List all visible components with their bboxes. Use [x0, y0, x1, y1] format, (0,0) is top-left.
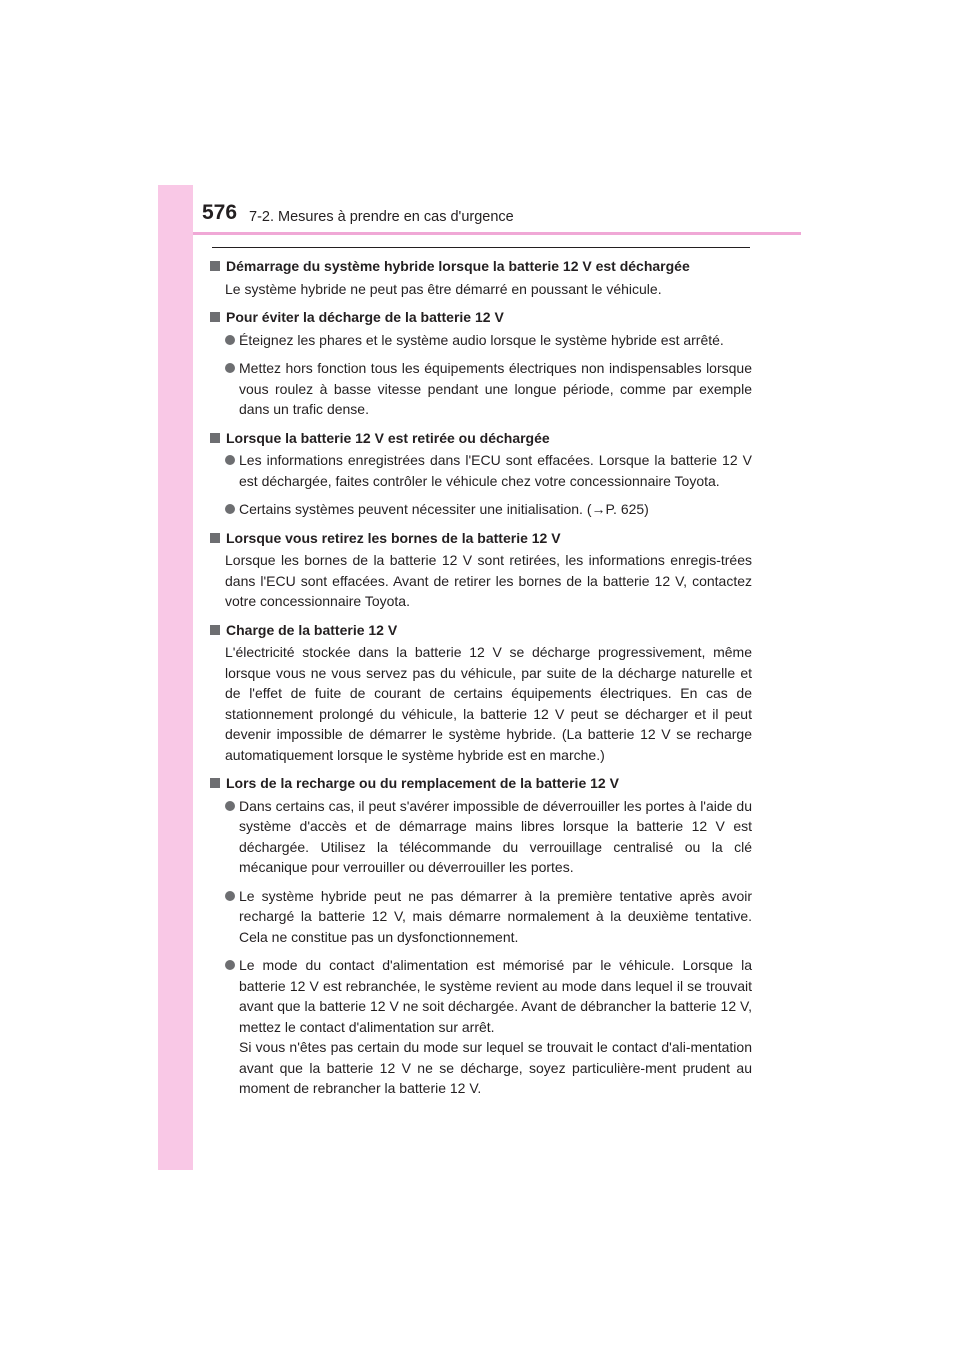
- section-recharge-replace: [210, 773, 752, 1099]
- list-item: Les informations enregistrées dans l'ECU sont effacées. Lorsque la batterie 12 V est déchargée, faites contrôler le véhicule chez votre concessionnaire Toyota.: [210, 450, 752, 491]
- square-bullet-icon: [210, 433, 220, 443]
- chapter-title: 7-2. Mesures à prendre en cas d'urgence: [249, 209, 514, 225]
- round-bullet-icon: [225, 363, 235, 373]
- section-battery-removed: [210, 428, 752, 520]
- square-bullet-icon: [210, 625, 220, 635]
- header-accent-line: [193, 232, 801, 235]
- list-item-continuation: Si vous n'êtes pas certain du mode sur lequel se trouvait le contact d'ali-mentation avant que la batterie 12 V ne se décharge, soyez particulière-ment prudent au moment de rebrancher la batterie 12 V.: [239, 1039, 752, 1096]
- round-bullet-icon: [225, 455, 235, 465]
- section-avoid-discharge: [210, 307, 752, 420]
- list-item: Le système hybride peut ne pas démarrer à la première tentative après avoir rechargé la batterie 12 V, mais démarre normalement à la deuxième tentative. Cela ne constitue pas un dysfonctionnement.: [210, 886, 752, 948]
- square-bullet-icon: [210, 533, 220, 543]
- section-paragraph: Lorsque les bornes de la batterie 12 V sont retirées, les informations enregis-trées dans l'ECU sont effacées. Avant de retirer les bornes de la batterie 12 V, contactez votre concessionnaire Toyota.: [225, 552, 752, 609]
- list-item: Éteignez les phares et le système audio lorsque le système hybride est arrêté.: [210, 330, 752, 351]
- square-bullet-icon: [210, 778, 220, 788]
- section-heading: Démarrage du système hybride lorsque la batterie 12 V est déchargée: [210, 256, 752, 277]
- section-divider: [212, 247, 750, 248]
- section-start-hybrid: [210, 256, 752, 299]
- round-bullet-icon: [225, 891, 235, 901]
- list-item: Certains systèmes peuvent nécessiter une initialisation. (→P. 625): [210, 499, 752, 520]
- chapter-side-band: [158, 185, 193, 1170]
- section-heading: Lors de la recharge ou du remplacement de la batterie 12 V: [210, 773, 752, 794]
- section-paragraph: Le système hybride ne peut pas être démarré en poussant le véhicule.: [225, 280, 662, 297]
- square-bullet-icon: [210, 261, 220, 271]
- list-item: Le mode du contact d'alimentation est mémorisé par le véhicule. Lorsque la batterie 12 V est rebranchée, le système revient au mode dans lequel il se trouvait avant que la batterie 12 V ne soit déchargée. Avant de débrancher la batterie 12 V, mettez le contact d'alimentation sur arrêt.: [210, 955, 752, 1037]
- list-item: Mettez hors fonction tous les équipements électriques non indispensables lorsque vous roulez à basse vitesse pendant une longue période, comme par exemple dans un trafic dense.: [210, 358, 752, 420]
- square-bullet-icon: [210, 312, 220, 322]
- round-bullet-icon: [225, 960, 235, 970]
- section-heading: Charge de la batterie 12 V: [210, 620, 752, 641]
- section-heading: Pour éviter la décharge de la batterie 12 V: [210, 307, 752, 328]
- section-heading: Lorsque vous retirez les bornes de la batterie 12 V: [210, 528, 752, 549]
- round-bullet-icon: [225, 504, 235, 514]
- section-heading: Lorsque la batterie 12 V est retirée ou déchargée: [210, 428, 752, 449]
- page-content: [210, 256, 752, 1107]
- section-paragraph: L'électricité stockée dans la batterie 12 V se décharge progressivement, même lorsque vous ne vous servez pas du véhicule, par suite de la décharge naturelle et de l'effet de fuite de courant de certains équipements électriques. En cas de stationnement prolongé du véhicule, la batterie 12 V peut se décharger et il peut devenir impossible de démarrer le système hybride. (La batterie 12 V se recharge automatiquement lorsque le système hybride est en marche.): [225, 644, 752, 763]
- list-item: Dans certains cas, il peut s'avérer impossible de déverrouiller les portes à l'aide du système d'accès et de démarrage mains libres lorsque la batterie 12 V est déchargée. Utilisez la télécommande du verrouillage centralisé ou la clé mécanique pour verrouiller ou déverrouiller les portes.: [210, 796, 752, 878]
- page-number: 576: [202, 201, 238, 224]
- section-remove-terminals: [210, 528, 752, 612]
- round-bullet-icon: [225, 801, 235, 811]
- round-bullet-icon: [225, 335, 235, 345]
- section-battery-charge: [210, 620, 752, 766]
